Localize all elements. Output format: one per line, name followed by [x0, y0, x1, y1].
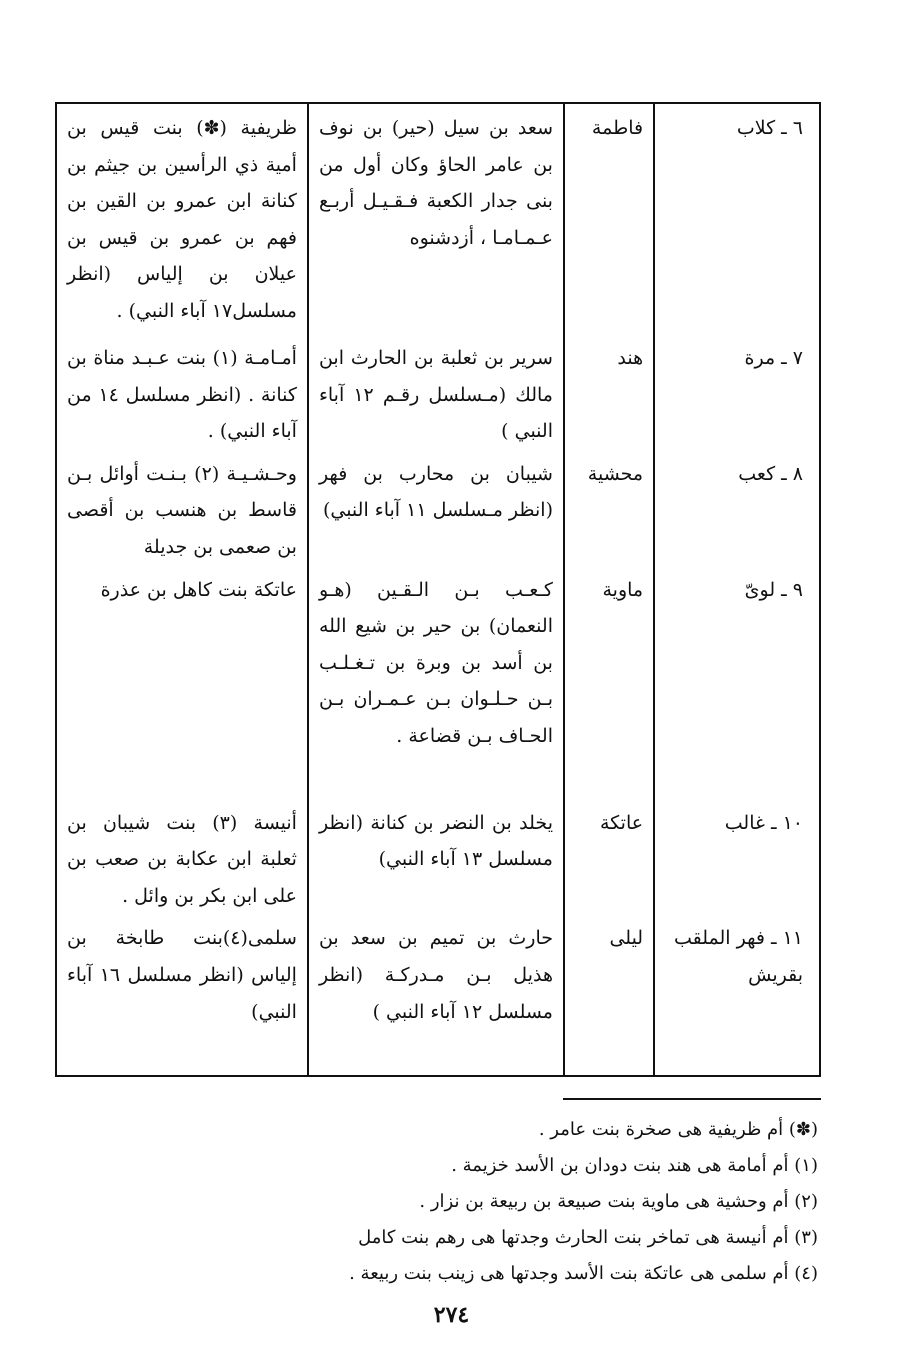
mother-father-cell [308, 566, 564, 799]
footnote: (٤) أم سلمى هى عاتكة بنت الأسد وجدتها هى زينب بنت ربيعة . [349, 1263, 818, 1284]
mother-name: محشية [587, 462, 644, 485]
grandmother-text: ظريفية (✽) بنت قيس بن أمية ذي الرأسين بن جيثم بن كنانة ابن عمرو بن القين بن فهم بن عمرو بن قيس بن عيلان بن إلياس (انظر مسلسل١٧ آباء النبي) . [67, 117, 297, 322]
genealogy-table [55, 102, 821, 1077]
ancestor-name: ٨ ـ كعب [738, 462, 803, 485]
table-row [56, 914, 820, 1076]
ancestor-cell [654, 799, 820, 915]
table-row [56, 103, 820, 334]
grandmother-cell [56, 566, 308, 799]
ancestor-name: ٧ ـ مرة [744, 347, 803, 369]
ancestor-cell [654, 450, 820, 566]
mother-name: عاتكة [600, 811, 644, 834]
ancestor-cell [654, 914, 820, 1076]
footnote: (١) أم أمامة هى هند بنت دودان بن الأسد خزيمة . [451, 1155, 818, 1176]
mother-father-text: حارث بن تميم بن سعد بن هذيل بـن مـدركـة (انظر مسلسل ١٢ آباء النبي ) [318, 927, 553, 1023]
mother-name: فاطمة [591, 117, 644, 139]
mother-father-cell [308, 450, 564, 566]
mother-name: ليلى [609, 927, 644, 950]
grandmother-text: سلمى(٤)بنت طابخة بن إلياس (انظر مسلسل ١٦ آباء النبي) [67, 927, 297, 1023]
footnote: (✽) أم ظريفية هى صخرة بنت عامر . [538, 1119, 818, 1140]
mother-cell [564, 103, 654, 334]
ancestor-name: ١٠ ـ غالب [724, 811, 803, 834]
grandmother-text: أمـامـة (١) بنت عـبـد مناة بن كنانة . (انظر مسلسل ١٤ من آباء النبي) . [67, 347, 297, 443]
table-row [56, 450, 820, 566]
table-row [56, 334, 820, 450]
table-row [56, 799, 820, 915]
grandmother-cell [56, 450, 308, 566]
ancestor-cell [654, 566, 820, 799]
mother-father-cell [308, 334, 564, 450]
ancestor-name: ٦ ـ كلاب [736, 117, 803, 139]
ancestor-name: ١١ ـ فهر الملقب بقريش [673, 927, 803, 986]
grandmother-text: عاتكة بنت كاهل بن عذرة [100, 578, 297, 601]
ancestor-cell [654, 334, 820, 450]
mother-father-cell [308, 799, 564, 915]
grandmother-cell [56, 914, 308, 1076]
mother-cell [564, 450, 654, 566]
grandmother-cell [56, 334, 308, 450]
mother-father-text: سرير بن ثعلبة بن الحارث ابن مالك (مـسلسل رقـم ١٢ آباء النبي ) [318, 347, 553, 443]
ancestor-name: ٩ ـ لوىّ [744, 578, 803, 601]
footnote-separator [563, 1098, 821, 1100]
grandmother-text: وحـشـيـة (٢) بـنـت أوائل بـن قاسط بن هنسب بن أقصى بن صعمى بن جديلة [67, 462, 297, 558]
mother-father-text: كـعـب بـن الـقـين (هـو النعمان) بن حير بن شيع الله بن أسد بن وبرة بن تـغـلـب بـن حـلـوان بـن عـمـران بـن الحـاف بـن قضاعة . [318, 578, 553, 747]
table-row [56, 566, 820, 799]
grandmother-cell [56, 799, 308, 915]
ancestor-cell [654, 103, 820, 334]
mother-cell [564, 799, 654, 915]
mother-cell [564, 334, 654, 450]
mother-name: هند [617, 347, 644, 369]
mother-name: ماوية [602, 578, 644, 601]
mother-father-cell [308, 103, 564, 334]
mother-father-text: شيبان بن محارب بن فهر (انظر مـسلسل ١١ آباء النبي) [318, 462, 553, 522]
mother-cell [564, 914, 654, 1076]
mother-father-cell [308, 914, 564, 1076]
grandmother-text: أنيسة (٣) بنت شيبان بن ثعلبة ابن عكابة بن صعب بن على ابن بكر بن وائل . [67, 811, 297, 907]
footnotes [178, 1112, 818, 1292]
footnote: (٣) أم أنيسة هى تماخر بنت الحارث وجدتها هى رهم بنت كامل [358, 1227, 818, 1248]
page-number: ٢٧٤ [433, 1302, 470, 1328]
mother-father-text: سعد بن سيل (حير) بن نوف بن عامر الحاؤ وكان أول من بنى جدار الكعبة فـقـيـل أربـع عـمـامـا ، أزدشنوه [318, 117, 553, 249]
footnote: (٢) أم وحشية هى ماوية بنت صبيعة بن ربيعة بن نزار . [419, 1191, 818, 1212]
mother-father-text: يخلد بن النضر بن كنانة (انظر مسلسل ١٣ آباء النبي) [318, 811, 553, 871]
grandmother-cell [56, 103, 308, 334]
mother-cell [564, 566, 654, 799]
